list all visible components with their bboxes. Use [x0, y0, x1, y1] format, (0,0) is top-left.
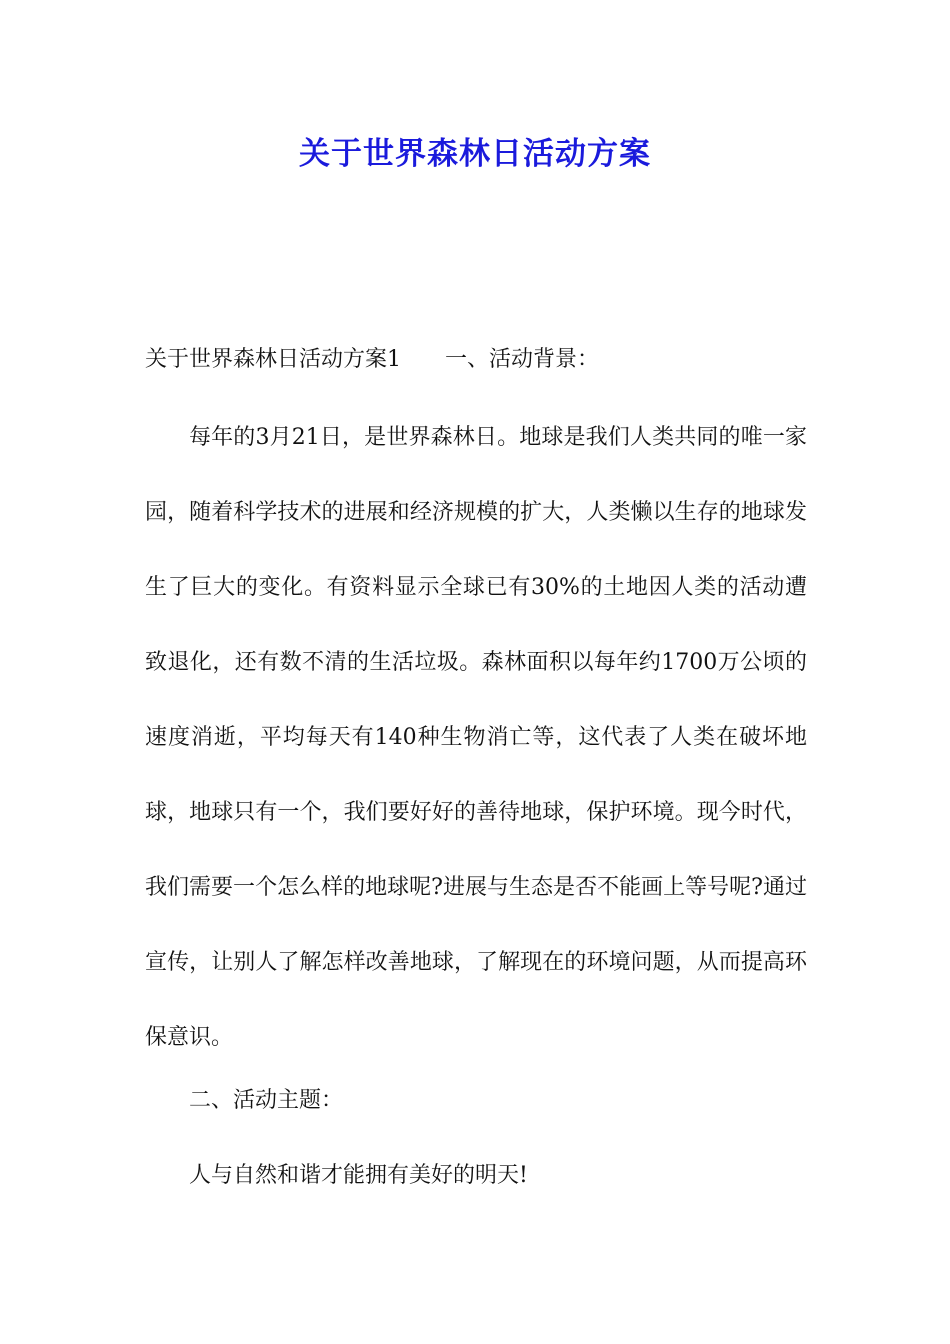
section2-heading: 二、活动主题：	[189, 1088, 344, 1113]
section1-heading: 一、活动背景：	[445, 347, 600, 372]
background-paragraph: 每年的3月21日，是世界森林日。地球是我们人类共同的唯一家园，随着科学技术的进展和经济规模的扩大，人类懒以生存的地球发生了巨大的变化。有资料显示全球已有30%的土地因人类的活动遭致退化，还有数不清的生活垃圾。森林面积以每年约1700万公顷的速度消逝，平均每天有140种生物消亡等，这代表了人类在破坏地球，地球只有一个，我们要好好的善待地球，保护环境。现今时代，我们需要一个怎么样的地球呢?进展与生态是否不能画上等号呢?通过宣传，让别人了解怎样改善地球，了解现在的环境问题，从而提高环保意识。	[145, 425, 807, 1050]
lead-line	[145, 340, 807, 380]
lead-heading: 关于世界森林日活动方案1	[145, 347, 401, 372]
theme-text: 人与自然和谐才能拥有美好的明天!	[189, 1163, 528, 1188]
document-title: 关于世界森林日活动方案	[299, 136, 651, 172]
